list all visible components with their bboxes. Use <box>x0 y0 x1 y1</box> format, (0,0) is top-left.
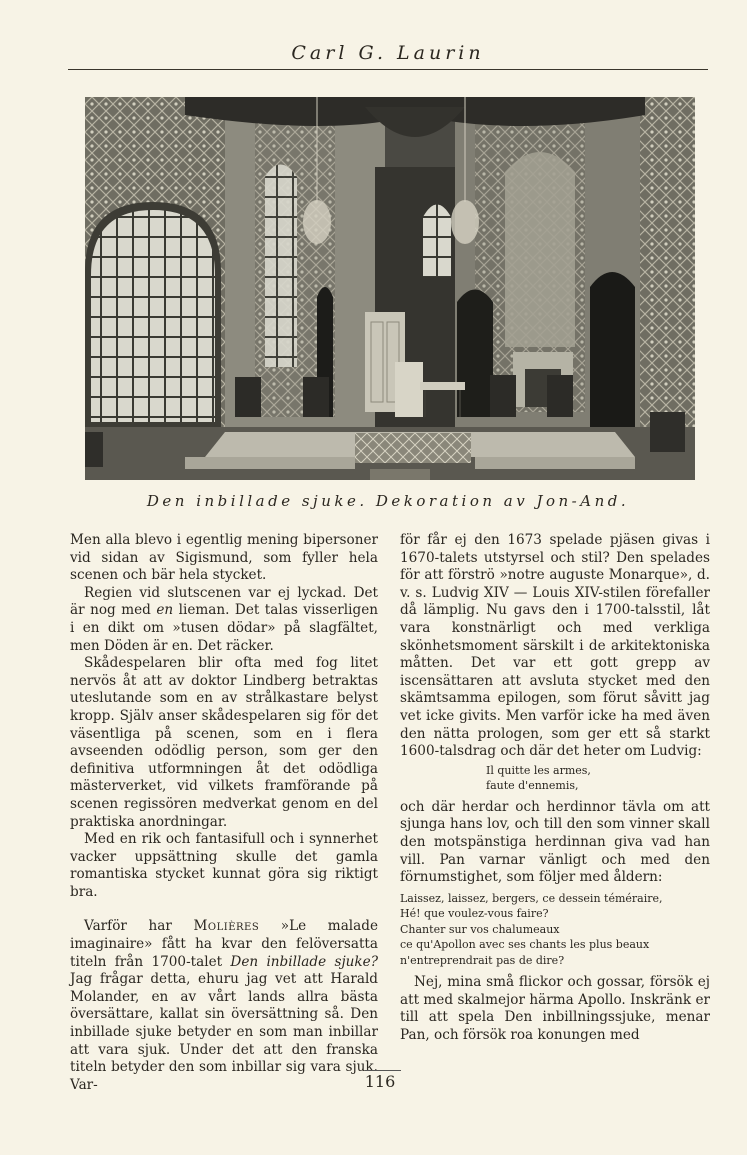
paragraph: Regien vid slutscenen var ej lyckad. Det är nog med en lieman. Det talas visserligen i en dikt om »tusen dödar» på slagfältet, men Döden är en. Det räcker. <box>70 584 378 654</box>
paragraph: för får ej den 1673 spelade pjäsen givas i 1670-talets utstyrsel och stil? Den spelades för att förströ »notre auguste Monarque», d. v. s. Ludvig XIV — Louis XIV-stilen förefaller då lämplig. Nu gavs den i 1700-talsstil, låt vara konstnärligt och med verkliga skönhetsmoment särskilt i de arkitektoniska måtten. Det var ett gott grepp av iscensättaren att avsluta stycket med den skämtsamma epilogen, som förut såvitt jag vet icke givits. Men varför icke ha med även den nätta prologen, som ger ett så starkt 1600-talsdrag och där det heter om Ludvig: <box>400 532 710 760</box>
french-verse: Laissez, laissez, bergers, ce dessein téméraire, Hé! que voulez-vous faire? Chanter sur vos chalumeaux ce qu'Apollon avec ses chants les plus beaux n'entreprendrait pas de dire? <box>400 891 663 967</box>
paragraph: Varför har Molières »Le malade imaginaire» fått ha kvar den felöversatta titeln från 1700-talet Den inbillade sjuke? Jag frågar detta, ehuru jag vet att Harald Molander, en av vårt lands allra bästa översättare, kallat sin översättning så. Den inbillade sjuke betyder en som man inbillar att vara sjuk. Under det att den franska titeln betyder den som inbillar sig vara sjuk. Var- <box>70 918 378 1093</box>
paragraph: Nej, mina små flickor och gossar, försök ej att med skalmejor härma Apollo. Inskränk er till att spela Den inbillningssjuke, menar Pan, och försök roa konungen med <box>400 974 710 1043</box>
left-column <box>70 532 378 1094</box>
header-rule <box>68 69 708 70</box>
stage-set-photo <box>85 97 695 480</box>
french-quote: Il quitte les armes, faute d'ennemis, <box>486 763 591 792</box>
right-column <box>400 532 710 1045</box>
figure-caption: Den inbillade sjuke. Dekoration av Jon-And. <box>146 492 630 510</box>
page-number-rule <box>365 1070 401 1071</box>
running-header: Carl G. Laurin <box>291 42 485 64</box>
page-number: 116 <box>364 1072 396 1091</box>
paragraph: och där herdar och herdinnor tävla om att sjunga hans lov, och till den som vinner skall den motspänstiga herdinnan giva vad han vill. Pan varnar vänligt och med den förnumstighet, som följer med åldern: <box>400 798 710 886</box>
paragraph: Med en rik och fantasifull och i synnerhet vacker uppsättning skulle det gamla romantiska stycket kunnat göra sig riktigt bra. <box>70 831 378 900</box>
paragraph: Men alla blevo i egentlig mening bipersoner vid sidan av Sigismund, som fyller hela scenen och bär hela stycket. <box>70 532 378 584</box>
paragraph: Skådespelaren blir ofta med fog litet nervös åt att av doktor Lindberg betraktas uteslutande som en av strålkastare belyst kropp. Själv anser skådespelaren sig för det väsentliga på scenen, som en i flera avseenden odödlig person, som ger den definitiva utformningen åt det odödliga mästerverket, vid vilkets framförande på scenen regissören medverkat genom en del praktiska anordningar. <box>70 655 378 830</box>
